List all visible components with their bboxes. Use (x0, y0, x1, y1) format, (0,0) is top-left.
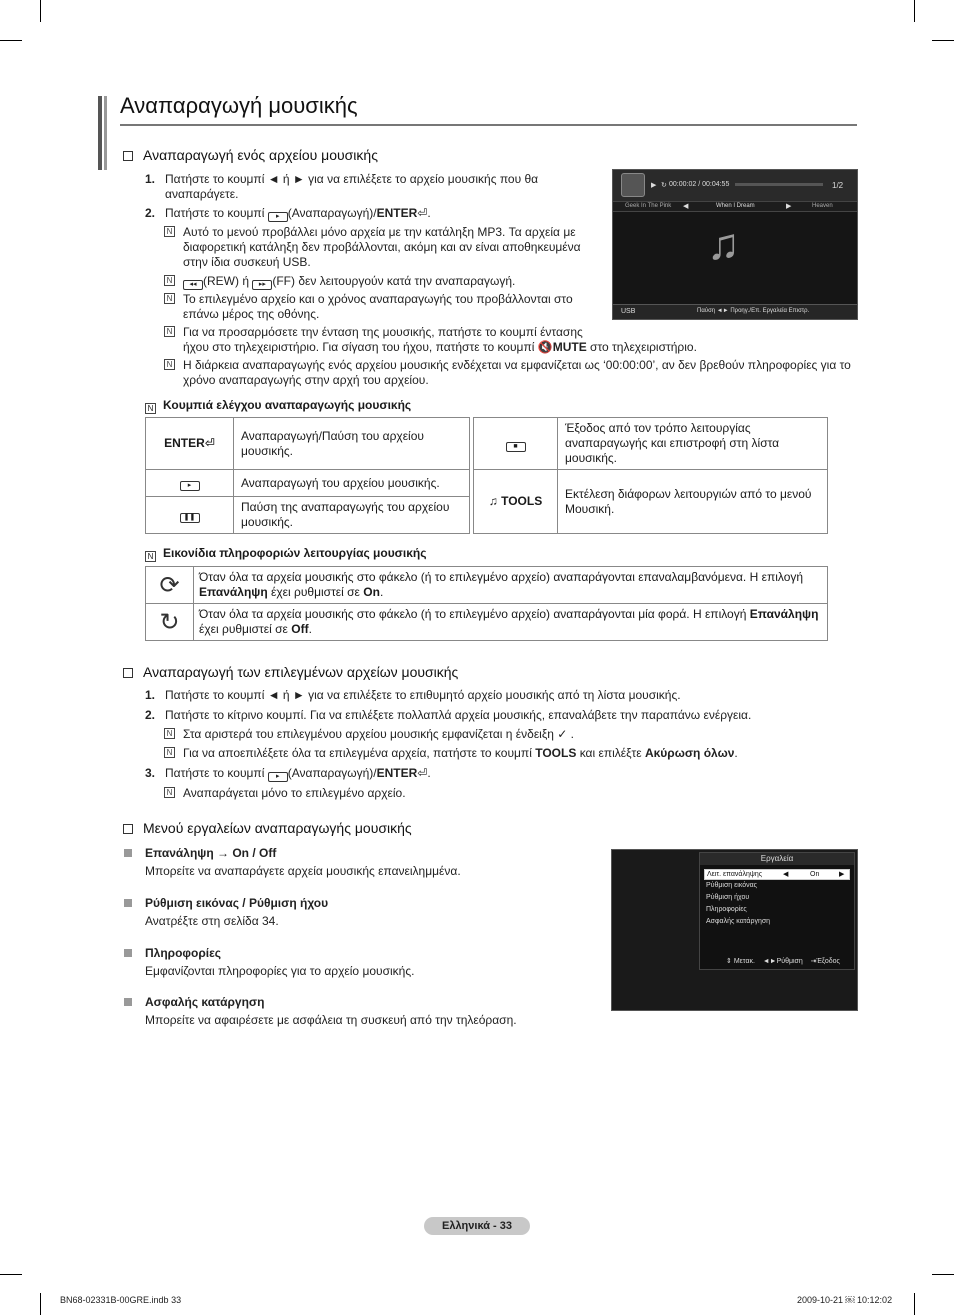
note: N Το επιλεγμένο αρχείο και ο χρόνος αναπαραγωγής του προβάλλονται στο επάνω μέρος της οθόνης. (164, 292, 594, 322)
device-label: USB (621, 308, 636, 315)
repeat-on-desc: Όταν όλα τα αρχεία μουσικής στο φάκελο (ή το επιλεγμένο αρχείο) αναπαράγονται επαναλαμβανόμενα. Η επιλογή Επανάληψη έχει ρυθμιστεί σε On. (194, 567, 828, 604)
repeat-icon: ↻ (661, 182, 667, 189)
tools-button-cell: ♫ TOOLS (474, 470, 558, 534)
repeat-all-icon: ⟳ (146, 567, 194, 604)
note-icon: N (145, 403, 156, 414)
mute-icon: 🔇 (537, 340, 553, 354)
square-bullet-icon (124, 998, 132, 1006)
tools-item: Πληροφορίες Εμφανίζονται πληροφορίες για το αρχείο μουσικής. (124, 946, 584, 979)
track-count: 1/2 (832, 181, 844, 190)
pause-button-icon: ❚❚ (180, 513, 200, 523)
updown-icon: ⇕ (726, 958, 732, 965)
tools-item: Ρύθμιση εικόνας / Ρύθμιση ήχου Ανατρέξτε στη σελίδα 34. (124, 896, 584, 929)
play-button-icon: ▸ (268, 772, 288, 782)
note: N Αναπαράγεται μόνο το επιλεγμένο αρχείο. (164, 786, 844, 801)
current-track: When I Dream (716, 203, 755, 209)
note: N Η διάρκεια αναπαραγωγής ενός αρχείου μουσικής ενδέχεται να εμφανίζεται ως ‘00:00:00’, αν δεν βρεθούν πληροφορίες για το χρόνο αναπαραγωγής στην αρχή του αρχείου. (164, 358, 854, 388)
pause-button-cell (146, 497, 234, 534)
help-bar: ⇕ Μετακ. ◄►Ρύθμιση ⇥Έξοδος (726, 958, 840, 965)
enter-button-cell: ENTER⏎ (146, 418, 234, 470)
print-timestamp: 2009-10-21 ￼ 10:12:02 (797, 1295, 893, 1305)
enter-icon: ⏎ (417, 766, 428, 780)
note-icon: N (164, 728, 175, 739)
note-icon: N (164, 359, 175, 370)
play-desc: Αναπαραγωγή του αρχείου μουσικής. (234, 470, 470, 497)
section-heading: Μενού εργαλείων αναπαραγωγής μουσικής (123, 820, 412, 836)
help-bar: Παύση ◄► Προηγ./Επ. Εργαλεία Επιστρ. (697, 308, 810, 314)
checkbox-bullet-icon (123, 668, 133, 678)
left-arrow-icon: ◀ (783, 871, 789, 878)
note-icon: N (145, 551, 156, 562)
note: N Αυτό το μενού προβάλλει μόνο αρχεία με την κατάληξη MP3. Τα αρχεία με διαφορετική κατάληξη δεν προβάλλονται, ακόμη και αν είναι αποθηκευμένα στην ίδια συσκευή USB. (164, 225, 594, 270)
tools-item: Ασφαλής κατάργηση Μπορείτε να αφαιρέσετε με ασφάλεια τη συσκευή από την τηλεόραση. (124, 995, 584, 1028)
controls-heading: N Κουμπιά ελέγχου αναπαραγωγής μουσικής (145, 398, 411, 414)
checkbox-bullet-icon (123, 824, 133, 834)
play-button-icon: ▸ (180, 481, 200, 491)
fast-forward-button-icon: ▸▸ (252, 280, 272, 290)
prev-track: Geek In The Pink (625, 203, 672, 209)
play-state-icon: ▶ (651, 182, 657, 189)
stop-button-cell (474, 418, 558, 470)
tools-desc: Εκτέλεση διάφορων λειτουργιών από το μενού Μουσική. (558, 470, 828, 534)
music-note-icon: ♫ (707, 220, 740, 269)
info-icons-heading: N Εικονίδια πληροφοριών λειτουργίας μουσικής (145, 546, 427, 562)
square-bullet-icon (124, 849, 132, 857)
crop-mark (40, 0, 41, 22)
menu-row: Ρύθμιση εικόνας (706, 882, 758, 889)
tools-item: Επανάληψη → On / Off Μπορείτε να αναπαράγετε αρχεία μουσικής επανειλημμένα. (124, 846, 584, 879)
crop-mark (0, 40, 22, 41)
checkbox-bullet-icon (123, 151, 133, 161)
crop-mark (914, 0, 915, 22)
enter-desc: Αναπαραγωγή/Παύση του αρχείου μουσικής. (234, 418, 470, 470)
crop-mark (914, 1293, 915, 1315)
note-icon: N (164, 293, 175, 304)
repeat-once-icon: ↻ (146, 604, 194, 641)
crop-mark (0, 1274, 22, 1275)
section-heading: Αναπαραγωγή ενός αρχείου μουσικής (123, 147, 378, 163)
tools-panel (699, 852, 855, 970)
title-divider (120, 124, 857, 126)
progress-bar (735, 183, 823, 186)
tools-icon: ♫ (488, 494, 498, 508)
exit-icon: ⇥ (810, 958, 817, 965)
title-accent-bar (98, 96, 102, 170)
right-arrow-icon: ▶ (839, 871, 845, 878)
note-icon: N (164, 275, 175, 286)
page-title: Αναπαραγωγή μουσικής (120, 93, 358, 118)
menu-row: Ρύθμιση ήχου (706, 894, 750, 901)
step-2: 2. Πατήστε το κουμπί ▸ (Αναπαραγωγή)/ENTER⏎. (145, 206, 431, 220)
section-heading: Αναπαραγωγή των επιλεγμένων αρχείων μουσικής (123, 664, 458, 680)
play-button-cell (146, 470, 234, 497)
print-info: BN68-02331B-00GRE.indb 33 (60, 1295, 182, 1305)
album-art-icon (621, 173, 645, 197)
note-icon: N (164, 326, 175, 337)
step-1: 1. Πατήστε το κουμπί ◄ ή ► για να επιλέξετε το επιθυμητό αρχείο μουσικής από τη λίστα μουσικής. (145, 688, 681, 702)
note-icon: N (164, 787, 175, 798)
note-icon: N (164, 747, 175, 758)
step-1: 1. Πατήστε το κουμπί ◄ ή ► για να επιλέξετε το αρχείο μουσικής που θα αναπαράγετε. (145, 172, 539, 201)
repeat-off-desc: Όταν όλα τα αρχεία μουσικής στο φάκελο (ή το επιλεγμένο αρχείο) αναπαράγονται μία φορά. Η επιλογή Επανάληψη έχει ρυθμιστεί σε Off. (194, 604, 828, 641)
note: N Για να προσαρμόσετε την ένταση της μουσικής, πατήστε το κουμπί έντασης ήχου στο τηλεχειριστήριο. Για σίγαση του ήχου, πατήστε το κουμπί 🔇MUTE στο τηλεχειριστήριο. (164, 325, 854, 355)
play-button-icon: ▸ (268, 212, 288, 222)
menu-row: Ασφαλής κατάργηση (706, 918, 771, 925)
enter-icon: ⏎ (417, 206, 428, 220)
square-bullet-icon (124, 949, 132, 957)
next-track: Heaven (812, 203, 833, 209)
step-3: 3. Πατήστε το κουμπί ▸ (Αναπαραγωγή)/ENTER⏎. (145, 766, 431, 780)
note-icon: N (164, 226, 175, 237)
enter-icon: ⏎ (204, 436, 215, 450)
note: N Στα αριστερά του επιλεγμένου αρχείου μουσικής εμφανίζεται η ένδειξη ✓ . (164, 727, 844, 742)
page-number: Ελληνικά - 33 (424, 1217, 530, 1235)
left-arrow-icon: ◀ (683, 203, 689, 210)
square-bullet-icon (124, 899, 132, 907)
pause-desc: Παύση της αναπαραγωγής του αρχείου μουσικής. (234, 497, 470, 534)
play-time: 00:00:02 / 00:04:55 (669, 181, 730, 188)
music-player-screenshot (612, 169, 858, 320)
stop-button-icon: ■ (506, 442, 526, 452)
stop-desc: Έξοδος από τον τρόπο λειτουργίας αναπαραγωγής και επιστροφή στη λίστα μουσικής. (558, 418, 828, 470)
repeat-mode-row: Λειτ. επανάληψης ◀ On ▶ (704, 869, 850, 880)
crop-mark (40, 1293, 41, 1315)
tools-menu-screenshot (611, 849, 858, 1011)
leftright-icon: ◄► (762, 958, 777, 965)
crop-mark (932, 1274, 954, 1275)
controls-table (145, 417, 828, 534)
step-2: 2. Πατήστε το κίτρινο κουμπί. Για να επιλέξετε πολλαπλά αρχεία μουσικής, επαναλάβετε την παραπάνω ενέργεια. (145, 708, 752, 722)
title-accent-bar (104, 96, 107, 170)
crop-mark (932, 40, 954, 41)
menu-row: Πληροφορίες (706, 906, 747, 913)
right-arrow-icon: ▶ (786, 203, 792, 210)
rewind-button-icon: ◂◂ (183, 280, 203, 290)
note: N ◂◂ (REW) ή ▸▸ (FF) δεν λειτουργούν κατά την αναπαραγωγή. (164, 274, 594, 290)
info-icons-table (145, 566, 828, 641)
tools-panel-title: Εργαλεία (700, 853, 854, 865)
note: N Για να αποεπιλέξετε όλα τα επιλεγμένα αρχεία, πατήστε το κουμπί TOOLS και επιλέξτε Ακύρωση όλων. (164, 746, 844, 761)
